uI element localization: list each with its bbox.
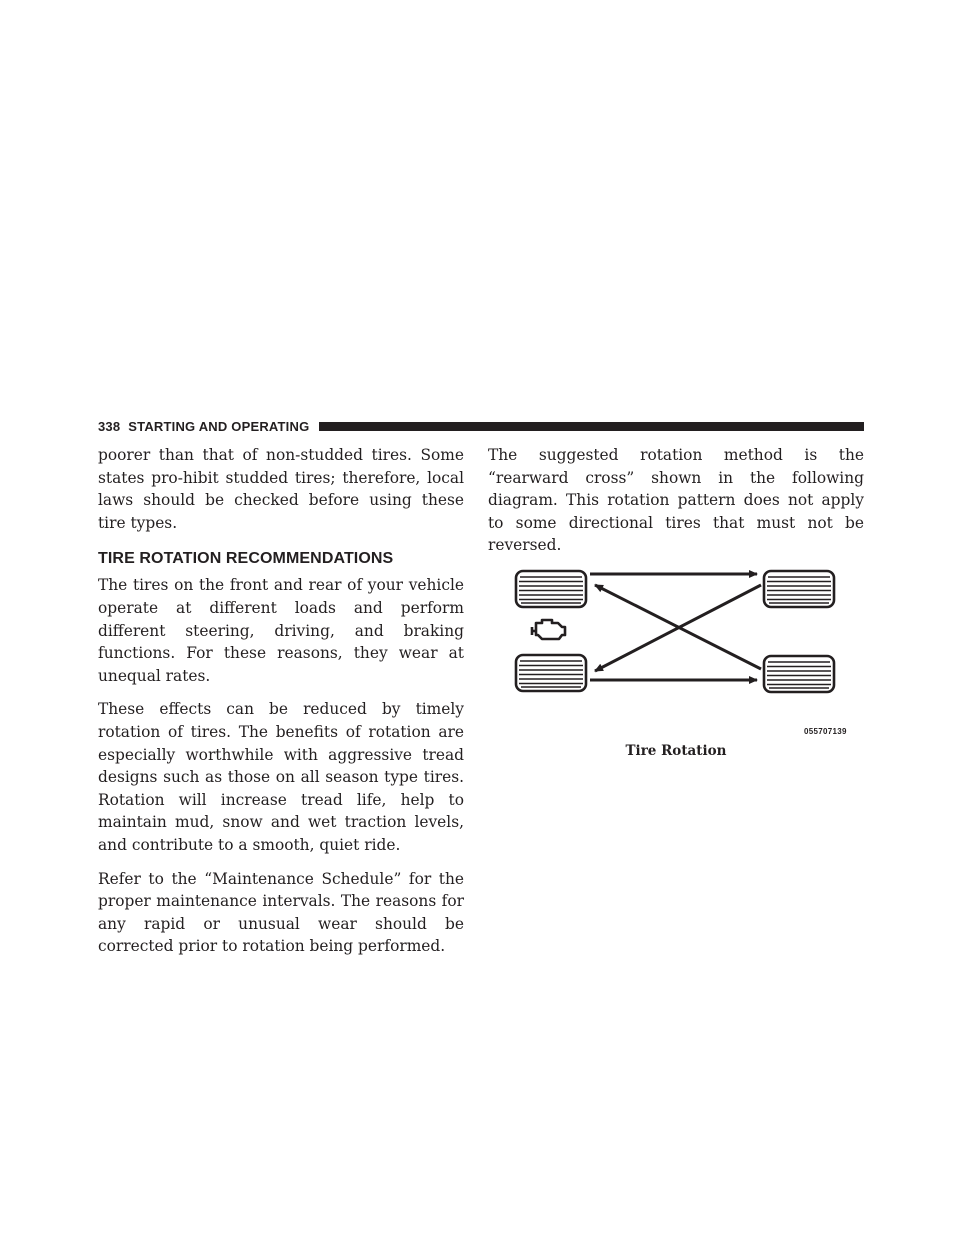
left-column (98, 444, 464, 969)
section-heading: TIRE ROTATION RECOMMENDATIONS (98, 550, 394, 568)
section-title: STARTING AND OPERATING (128, 418, 310, 434)
right-column (488, 444, 864, 568)
paragraph-maintenance: Refer to the “Maintenance Schedule” for the proper maintenance intervals. The reasons for any rapid or unusual wear should be corrected prior to rotation being performed. (98, 869, 464, 956)
front-left-tire (516, 571, 586, 607)
paragraph-loads: The tires on the front and rear of your vehicle operate at different loads and perform different steering, driving, and braking functions. For these reasons, they wear at unequal rates. (98, 576, 464, 685)
figure-caption: Tire Rotation (625, 743, 727, 759)
rear-right-tire (764, 656, 834, 692)
paragraph-benefits: These effects can be reduced by timely rotation of tires. The benefits of rotation are especially worthwhile with aggressive tread designs such as those on all season type tires. Rotation will increase tread life, help to maintain mud, snow and wet traction levels, and contribute to a smooth, quiet ride. (98, 700, 464, 854)
rear-left-tire (764, 571, 834, 607)
rotation-method-paragraph: The suggested rotation method is the “rearward cross” shown in the following diagram. This rotation pattern does not apply to some directional tires that must not be reversed. (488, 446, 864, 555)
header-rule (319, 422, 864, 431)
engine-icon (532, 620, 565, 639)
front-right-tire (516, 655, 586, 691)
intro-paragraph: poorer than that of non-studded tires. Some states pro-hibit studded tires; therefore, local laws should be checked before using these tire types. (98, 446, 464, 532)
tire-rotation-diagram (488, 555, 864, 740)
page-number: 338 (98, 418, 121, 434)
figure-id: 055707139 (804, 727, 847, 736)
tire-rotation-figure (488, 555, 864, 770)
page-header (98, 418, 864, 434)
